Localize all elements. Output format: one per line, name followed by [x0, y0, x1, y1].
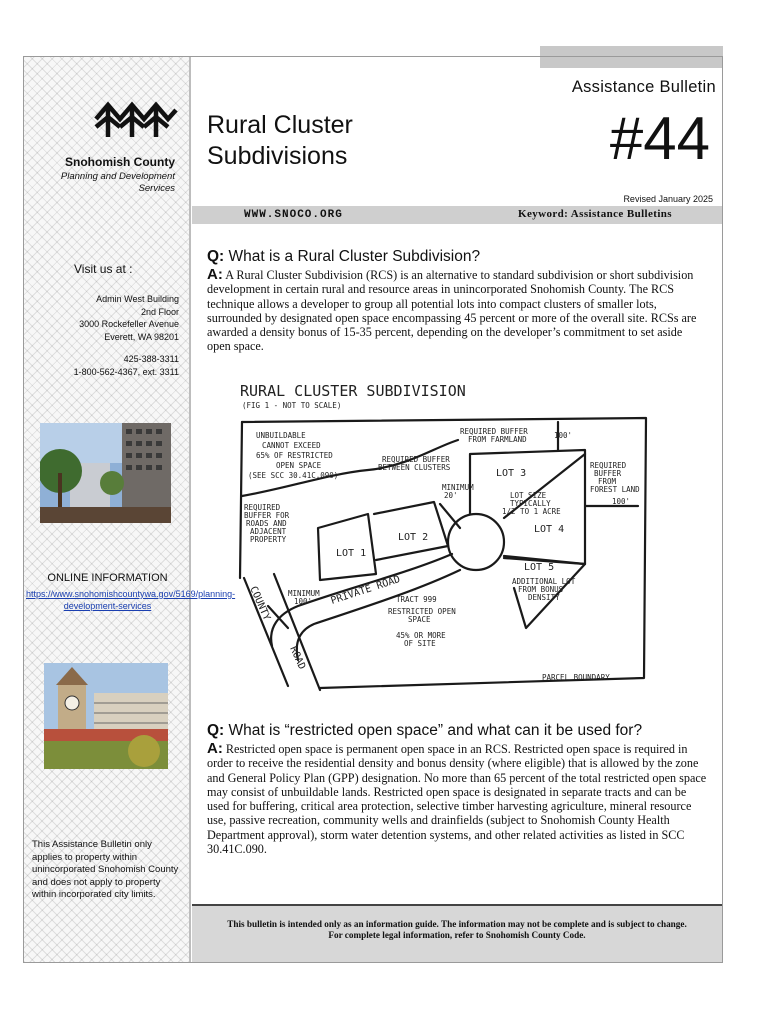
bulletin-label: Assistance Bulletin [571, 78, 716, 96]
answer-text: Restricted open space is permanent open space in an RCS. Restricted open space is required in order to receive the residential density and bonus density (where eligible) that is allowed by the zone and General Policy Plan (GPP) designation. No more than 65 percent of the total restricted open space may consist of unbuildable lands. Restricted open space is designated in separate tracts and can be used for buffering, critical area protection, selective timber harvesting agriculture, mineral resource use, passive recreation, community wells and drainfields (subject to Snohomish County Health Department approval), storm water detention systems, and other related activities as listed in SCC 30.41C.090. [207, 742, 707, 857]
clock-tower-photo [44, 663, 168, 769]
revised-date: Revised January 2025 [623, 194, 713, 204]
unbuildable-note: OPEN SPACE [276, 461, 322, 470]
answer-2 [207, 742, 707, 856]
a-prefix: A: [207, 266, 223, 283]
county-logo-icon [92, 97, 180, 143]
unbuildable-note: UNBUILDABLE [256, 431, 306, 440]
roads-buffer-label: ROADS AND [246, 519, 287, 528]
farmland-buffer-label: FROM FARMLAND [468, 435, 527, 444]
address-block [74, 293, 179, 378]
roads-buffer-label: REQUIRED [244, 503, 281, 512]
buffer-distance-right: 100' [612, 497, 631, 506]
roads-buffer-label: BUFFER FOR [244, 511, 290, 520]
bulletin-number: #44 [609, 105, 710, 172]
county-road-label: COUNTY [247, 584, 273, 623]
lot-3-label: LOT 3 [496, 468, 527, 479]
question-text: What is a Rural Cluster Subdivision? [228, 248, 481, 265]
lot-4-label: LOT 4 [534, 524, 565, 535]
lot-size-label: LOT SIZE [510, 491, 547, 500]
question-text: What is “restricted open space” and what can it be used for? [228, 722, 643, 739]
forest-buffer-label: REQUIRED [590, 461, 627, 470]
question-1 [207, 248, 480, 266]
address-line: 3000 Rockefeller Avenue [79, 319, 179, 329]
applicability-note: This Assistance Bulletin only applies to property within unincorporated Snohomish County and does not apply to property within incorporated city limits. [32, 839, 179, 900]
minimum-100-label: MINIMUM [288, 589, 320, 598]
lot-1-label: LOT 1 [336, 548, 367, 559]
buffer-distance-top: 100' [554, 431, 573, 440]
tract-label: SPACE [408, 615, 431, 624]
address-line: 2nd Floor [140, 306, 179, 317]
unbuildable-note: 65% OF RESTRICTED [256, 451, 333, 460]
visit-label: Visit us at : [74, 262, 133, 276]
cluster-buffer-label: REQUIRED BUFFER [382, 455, 450, 464]
bonus-lot-label: DENSITY [528, 593, 560, 602]
tract-label: OF SITE [404, 639, 436, 648]
question-2 [207, 722, 642, 740]
q-prefix: Q: [207, 248, 225, 265]
cluster-buffer-label: BETWEEN CLUSTERS [378, 463, 451, 472]
minimum-20-label: 20' [444, 491, 458, 500]
tract-label: 45% OR MORE [396, 631, 446, 640]
sidebar [24, 57, 236, 962]
farmland-buffer-label: REQUIRED BUFFER [460, 427, 528, 436]
address-line: Admin West Building [96, 294, 179, 304]
private-road-label: PRIVATE ROAD [329, 574, 402, 607]
lot-2-label: LOT 2 [398, 532, 429, 543]
online-info-link[interactable]: https://www.snohomishcountywa.gov/5169/planning-development-services [26, 589, 236, 611]
rcs-sketch-diagram [228, 378, 658, 693]
address-line: Everett, WA 98201 [104, 331, 179, 342]
forest-buffer-label: BUFFER [594, 469, 622, 478]
disclaimer-footer [192, 904, 722, 962]
bonus-lot-label: FROM BONUS [518, 585, 564, 594]
unbuildable-note: (SEE SCC 30.41C.090) [248, 471, 339, 480]
county-road-label: ROAD [287, 644, 308, 672]
lot-size-label: TYPICALLY [510, 499, 551, 508]
tract-label: TRACT 999 [396, 595, 437, 604]
answer-text: A Rural Cluster Subdivision (RCS) is an alternative to standard subdivision or short subdivision development in certain rural and resource areas in unincorporated Snohomish County. The RCS technique allows a developer to group all potential lots into compact clusters of smaller lots, surrounded by designated open space encompassing 45 percent or more of the overall site. RCSs are awarded a density bonus of 15-35 percent, depending on the developer’s commitment to set aside open space. [207, 268, 697, 354]
unbuildable-note: CANNOT EXCEED [262, 441, 321, 450]
page-title: Rural Cluster Subdivisions [207, 111, 353, 170]
disclaimer-text: This bulletin is intended only as an information guide. The information may not be complete and is subject to change. For complete legal information, refer to Snohomish County Code. [227, 919, 687, 940]
lot-size-label: 1/2 TO 1 ACRE [502, 507, 561, 516]
answer-1 [207, 268, 707, 354]
phone-number: 425-388-3311 [123, 354, 179, 364]
bonus-lot-label: ADDITIONAL LOT [512, 577, 576, 586]
lot-5-label: LOT 5 [524, 562, 555, 573]
parcel-boundary-label: PARCEL BOUNDARY [542, 673, 610, 682]
org-name: Snohomish County [65, 155, 175, 169]
sketch-subtitle: (FIG 1 - NOT TO SCALE) [242, 401, 342, 410]
online-info-title: ONLINE INFORMATION [47, 572, 168, 584]
roads-buffer-label: PROPERTY [250, 535, 287, 544]
sketch-title: RURAL CLUSTER SUBDIVISION [240, 382, 466, 400]
q-prefix: Q: [207, 722, 225, 739]
phone-number: 1-800-562-4367, ext. 3311 [73, 366, 179, 377]
forest-buffer-label: FROM [598, 477, 617, 486]
a-prefix: A: [207, 740, 223, 757]
minimum-20-label: MINIMUM [442, 483, 474, 492]
tract-label: RESTRICTED OPEN [388, 607, 456, 616]
minimum-100-label: 100' [294, 597, 313, 606]
org-department: Planning and Development Services [60, 171, 175, 194]
keyword-label: Keyword: Assistance Bulletins [518, 208, 672, 220]
website-link[interactable]: WWW.SNOCO.ORG [244, 209, 343, 221]
header-bar [192, 206, 722, 224]
roads-buffer-label: ADJACENT [250, 527, 287, 536]
office-building-photo [40, 423, 171, 523]
forest-buffer-label: FOREST LAND [590, 485, 640, 494]
